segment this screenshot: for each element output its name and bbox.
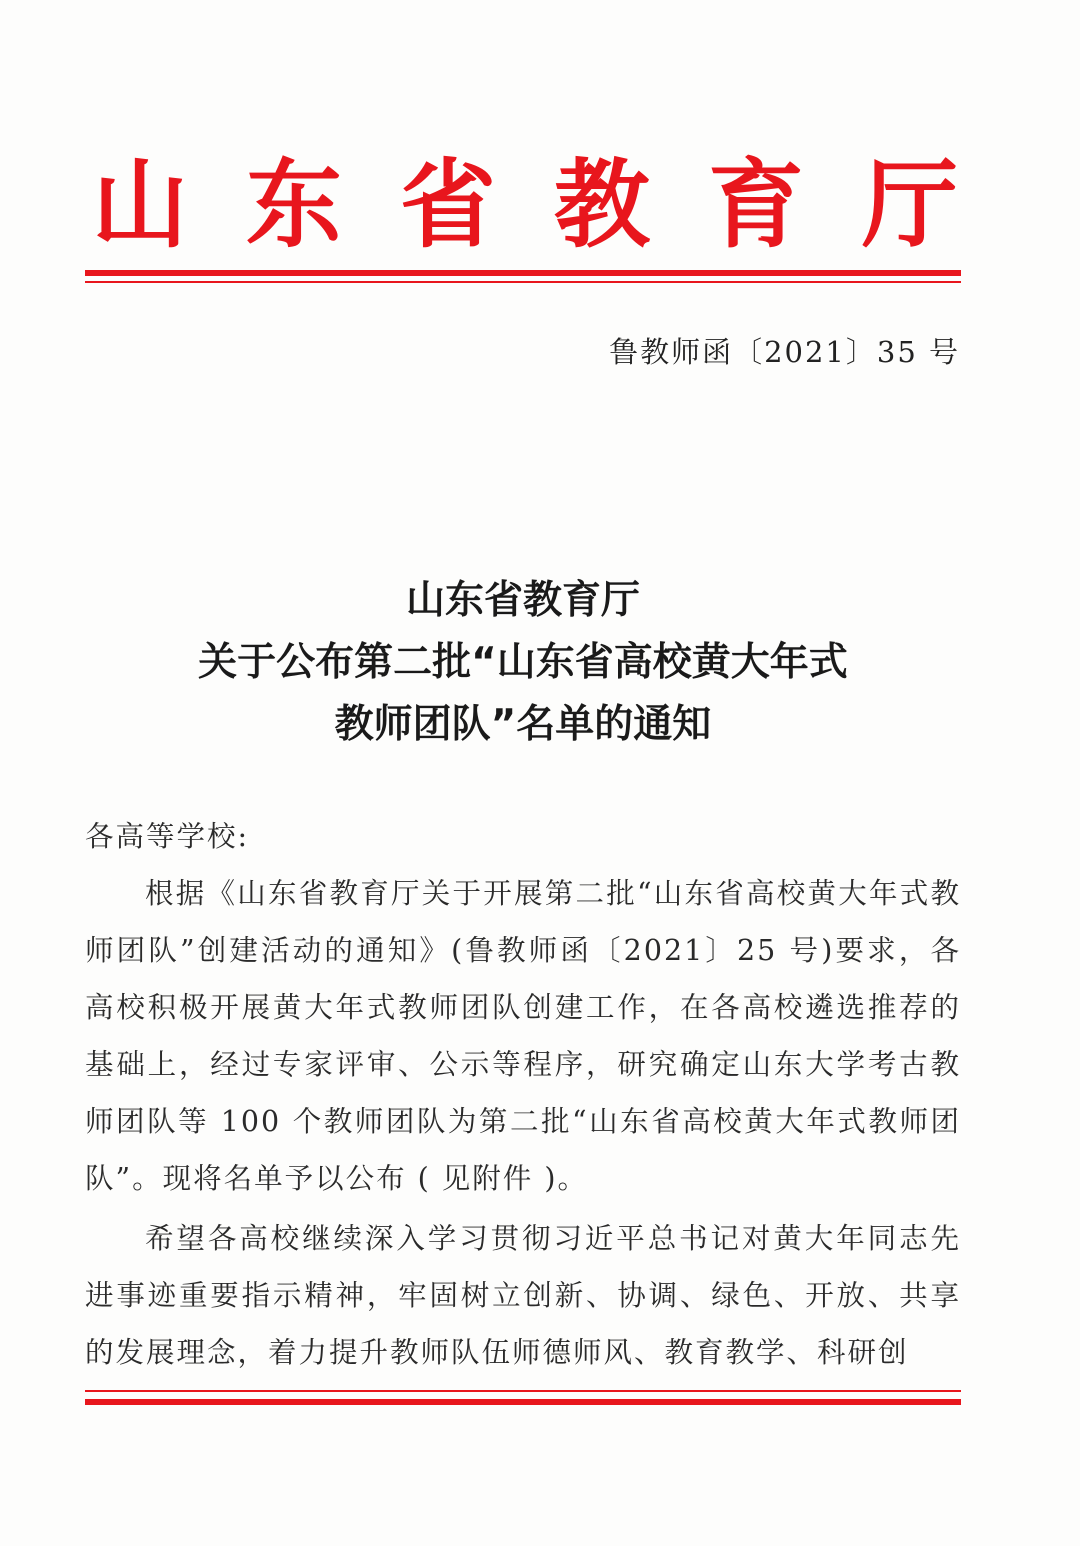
document-title (85, 570, 961, 756)
footer-divider-thin (85, 1390, 961, 1392)
title-line-3: 教师团队”名单的通知 (334, 702, 712, 747)
masthead-char: 厅 (862, 149, 958, 261)
title-line-2: 关于公布第二批“山东省高校黄大年式 (198, 640, 848, 685)
title-line-1: 山东省教育厅 (405, 578, 640, 623)
masthead-char: 山 (92, 149, 188, 261)
document-body (85, 808, 961, 1381)
masthead-char: 省 (400, 149, 496, 261)
masthead-divider-thick (85, 270, 961, 276)
document-number: 鲁教师函〔2021〕35 号 (609, 335, 960, 369)
masthead-char: 教 (554, 149, 650, 261)
masthead-divider-thin (85, 281, 961, 283)
body-paragraph-2: 希望各高校继续深入学习贯彻习近平总书记对黄大年同志先进事迹重要指示精神，牢固树立创新、协调、绿色、开放、共享的发展理念，着力提升教师队伍师德师风、教育教学、科研创 (85, 1222, 961, 1369)
footer-divider-thick (85, 1399, 961, 1405)
body-paragraph-1: 根据《山东省教育厅关于开展第二批“山东省高校黄大年式教师团队”创建活动的通知》(鲁教师函〔2021〕25 号)要求，各高校积极开展黄大年式教师团队创建工作，在各高校遴选推荐的基础上，经过专家评审、公示等程序，研究确定山东大学考古教师团队等 100 个教师团队为第二批“山东省高校黄大年式教师团队”。现将名单予以公布 ( 见附件 )。 (85, 877, 961, 1195)
masthead-char: 育 (708, 149, 804, 261)
masthead-char: 东 (246, 149, 342, 261)
salutation: 各高等学校: (85, 820, 250, 853)
masthead (85, 150, 965, 260)
